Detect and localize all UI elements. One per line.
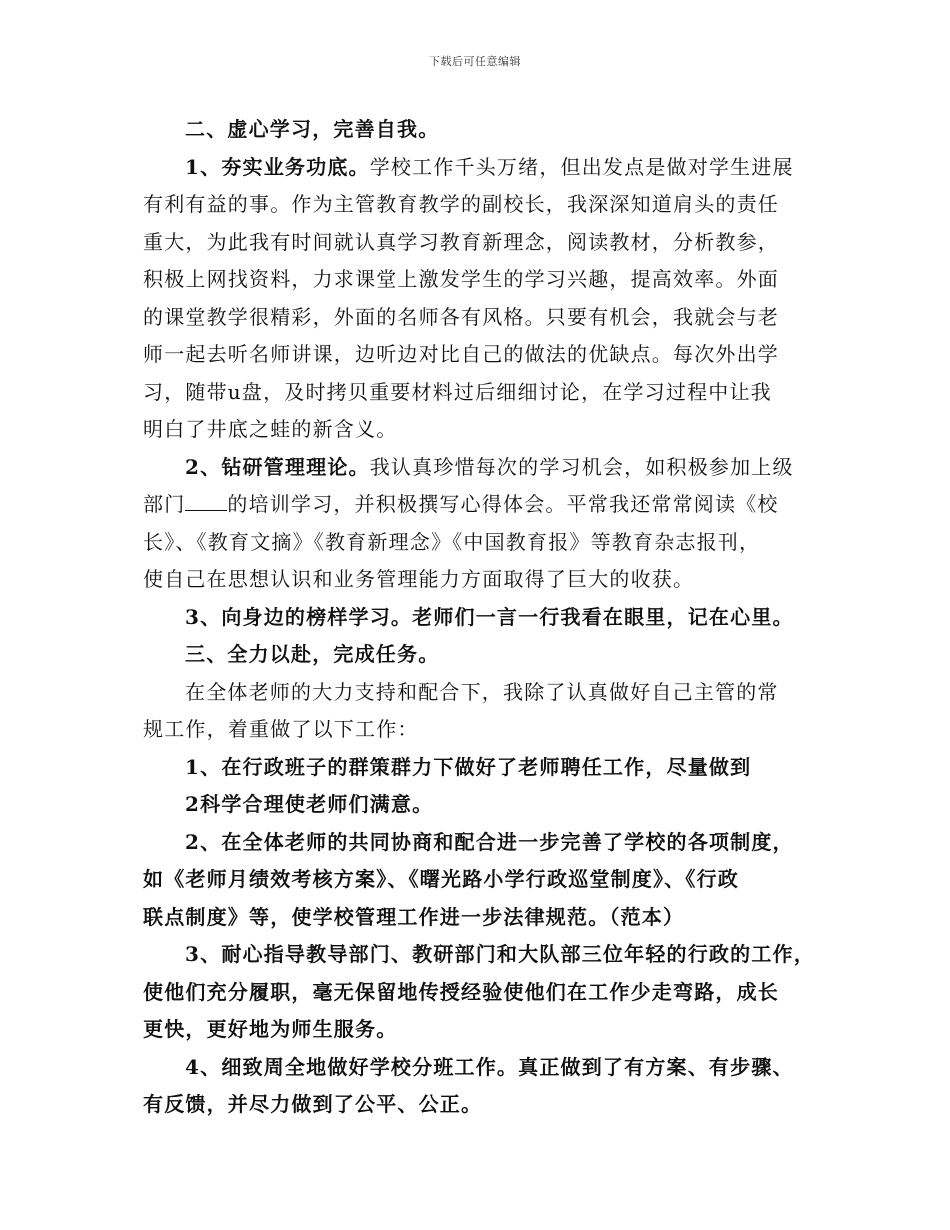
paragraph-line: 3、耐心指导教导部门、教研部门和大队部三位年轻的行政的工作， — [185, 942, 815, 966]
page-header: 下载后可任意编辑 — [429, 55, 521, 68]
paragraph-line — [143, 486, 823, 524]
fill-blank — [185, 492, 227, 511]
paragraph-line: 明白了井底之蛙的新含义。 — [143, 417, 398, 441]
section-heading-3: 三、全力以赴，完成任务。 — [185, 642, 440, 666]
paragraph-line: 更快，更好地为师生服务。 — [143, 1017, 398, 1041]
paragraph-line: 联点制度》等，使学校管理工作进一步法律规范。（范本） — [143, 904, 685, 929]
paragraph-line: 3、向身边的榜样学习。老师们一言一行我看在眼里，记在心里。 — [185, 604, 794, 629]
item-title: 1、夯实业务功底。 — [185, 154, 370, 179]
paragraph-line: 在全体老师的大力支持和配合下，我除了认真做好自己主管的常 — [185, 679, 779, 704]
paragraph-line: 使他们充分履职，毫无保留地传授经验使他们在工作少走弯路，成长 — [143, 979, 779, 1004]
paragraph-text: 的培训学习，并积极撰写心得体会。平常我还常常阅读《校 — [227, 492, 779, 516]
paragraph-line: 有反馈，并尽力做到了公平、公正。 — [143, 1092, 483, 1116]
paragraph-line: 2、在全体老师的共同协商和配合进一步完善了学校的各项制度， — [185, 829, 794, 854]
paragraph-line: 师一起去听名师讲课，边听边对比自己的做法的优缺点。每次外出学 — [143, 342, 779, 366]
paragraph-line: 2科学合理使老师们满意。 — [185, 792, 434, 816]
paragraph-line: 如《老师月绩效考核方案》、《曙光路小学行政巡堂制度》、《行政 — [143, 867, 739, 891]
paragraph-line: 积极上网找资料，力求课堂上激发学生的学习兴趣，提高效率。外面 — [143, 267, 779, 291]
paragraph-line: 使自己在思想认识和业务管理能力方面取得了巨大的收获。 — [143, 567, 695, 591]
document-body — [143, 111, 823, 1124]
paragraph-line — [143, 449, 823, 487]
paragraph-line: 的课堂教学很精彩，外面的名师各有风格。只要有机会，我就会与老 — [143, 304, 779, 329]
paragraph-line: 习，随带u盘，及时拷贝重要材料过后细细讨论，在学习过程中让我 — [143, 379, 772, 404]
paragraph-line — [143, 149, 823, 187]
paragraph-line: 重大，为此我有时间就认真学习教育新理念，阅读教材，分析教参， — [143, 229, 779, 254]
paragraph-text: 部门 — [143, 492, 186, 516]
paragraph-line: 长》、《教育文摘》《教育新理念》《中国教育报》等教育杂志报刊， — [143, 529, 761, 554]
section-heading-2: 二、虚心学习，完善自我。 — [185, 117, 440, 141]
paragraph-line: 有利有益的事。作为主管教育教学的副校长，我深深知道肩头的责任 — [143, 192, 779, 216]
paragraph-text: 学校工作千头万绪，但出发点是做对学生进展 — [369, 154, 794, 179]
item-title: 2、钻研管理理论。 — [185, 454, 370, 479]
paragraph-text: 我认真珍惜每次的学习机会，如积极参加上级 — [369, 454, 794, 479]
paragraph-line: 规工作，着重做了以下工作： — [143, 717, 419, 741]
paragraph-line: 1、在行政班子的群策群力下做好了老师聘任工作，尽量做到 — [185, 754, 752, 779]
paragraph-line: 4、细致周全地做好学校分班工作。真正做到了有方案、有步骤、 — [185, 1054, 794, 1079]
